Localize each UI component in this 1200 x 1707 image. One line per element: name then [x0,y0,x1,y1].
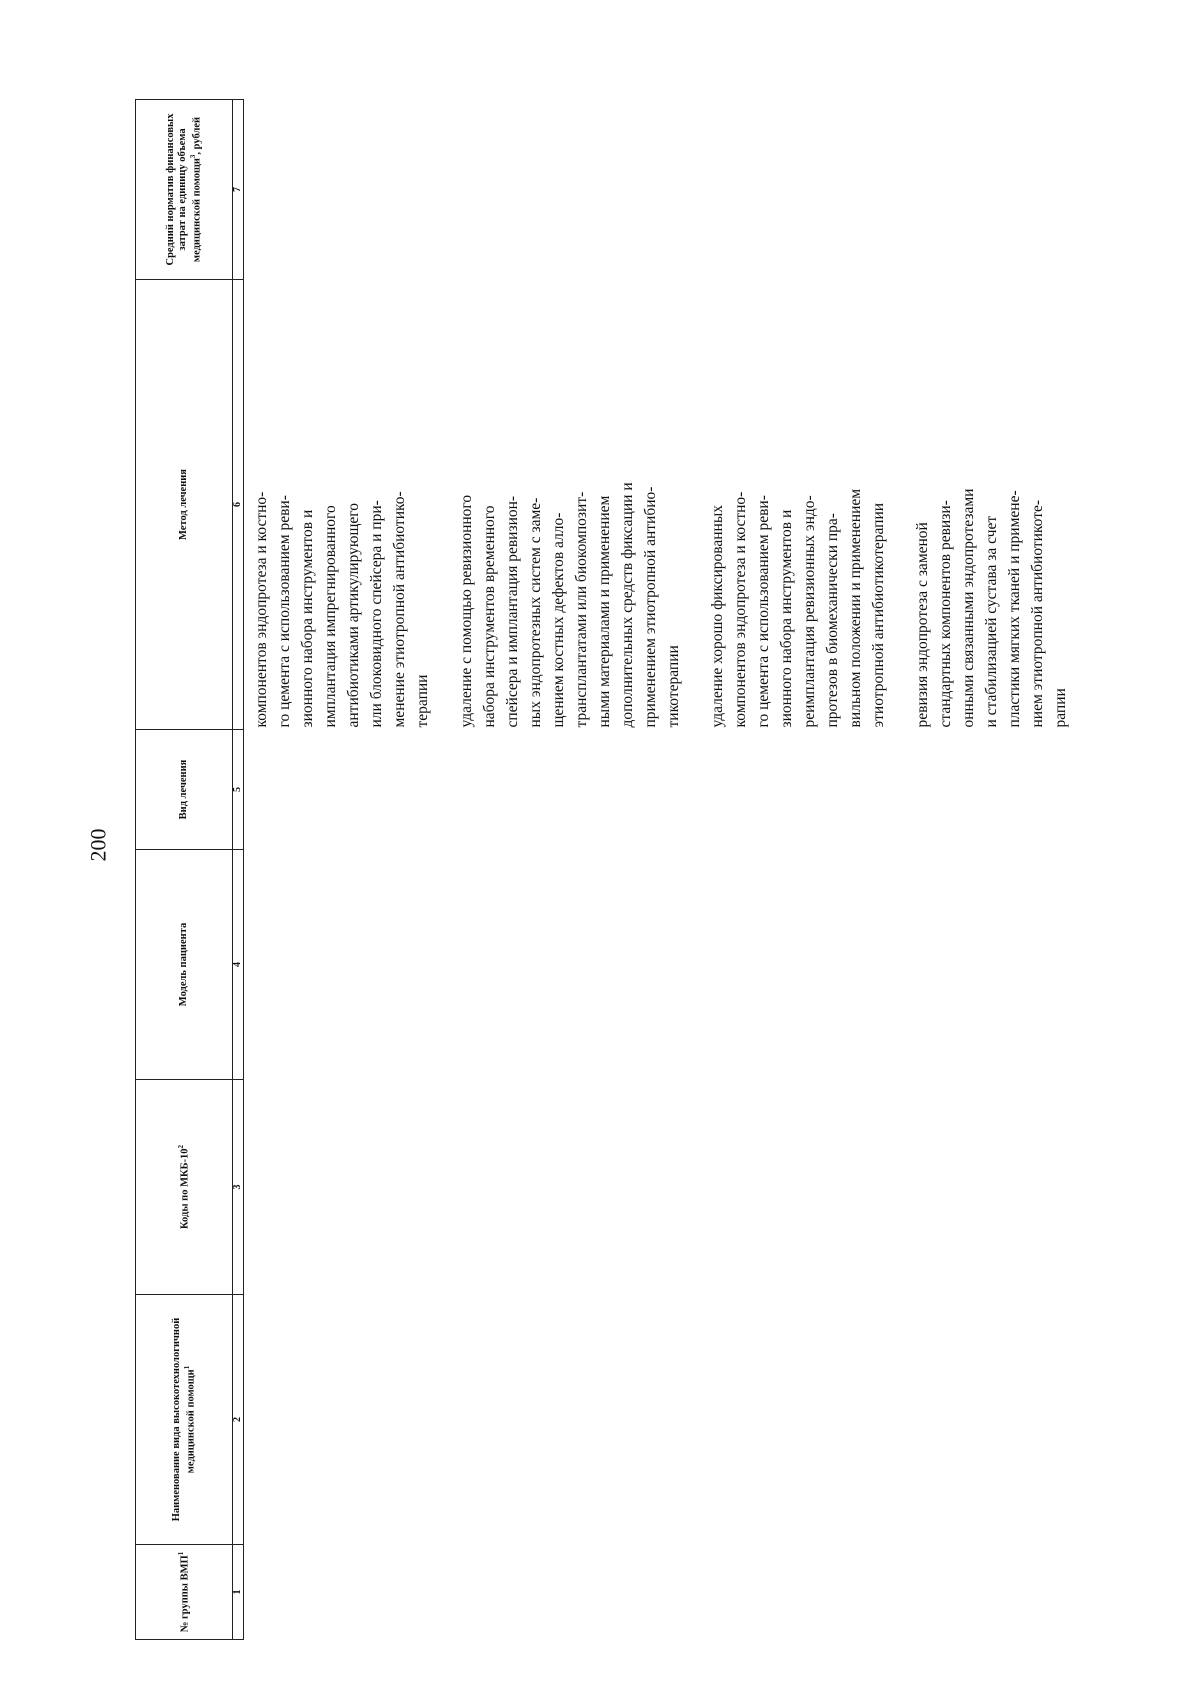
method-line: ных эндопротезных систем с заме- [527,497,544,728]
method-line: менение этиотропной антибиотико- [391,491,408,728]
column-number: 3 [233,1080,244,1295]
method-line: рапии [1052,688,1069,728]
method-line: стандартных компонентов ревизи- [937,500,954,728]
method-line: нием этиотропной антибиотикоте- [1029,499,1046,728]
column-number: 2 [233,1295,244,1545]
method-line: протезов в биомеханически пра- [824,513,841,728]
method-line: го цемента с использованием реви- [276,495,293,728]
page-number-text: 200 [85,828,110,862]
method-line: го цемента с использованием реви- [755,495,772,728]
header-group-number: № группы ВМП$^1$ [136,1545,233,1640]
method-line: этиотропной антибиотикотерапии [870,502,887,728]
rotated-table-sheet [135,100,1200,1640]
method-item [706,282,890,728]
method-item [250,282,434,728]
method-line: применением этиотропной антибио- [642,486,659,728]
cell-cost-standard [244,100,1094,280]
method-line: ными материалами и применением [596,495,613,728]
cell-patient-model [244,850,1094,1080]
method-line: трансплантатами или биокомпозит- [573,491,590,728]
method-line: набора инструментов временного [481,505,498,728]
header-care-type-name: Наименование вида высокотехнологичной медицинской помощи$^1$ [136,1295,233,1545]
cell-group-number [244,1545,1094,1640]
method-line: ревизия эндопротеза с заменой [914,522,931,728]
header-treatment-type: Вид лечения [136,730,233,850]
header-patient-model: Модель пациента [136,850,233,1080]
cell-treatment-method [244,280,1094,730]
method-line: зионного набора инструментов и [778,509,795,728]
cell-icd-codes [244,1080,1094,1295]
method-line: удаление с помощью ревизионного [458,494,475,728]
method-item [455,282,685,728]
page-number [78,800,118,890]
method-line: и стабилизацией сустава за счет [983,515,1000,728]
method-line: компонентов эндопротеза и костно- [253,491,270,728]
method-line: компонентов эндопротеза и костно- [732,491,749,728]
method-line: пластики мягких тканей и примене- [1006,490,1023,728]
method-line: дополнительных средств фиксации и [619,482,636,728]
cell-treatment-type [244,730,1094,850]
header-row [136,100,233,1640]
method-line: или блоковидного спейсера и при- [368,500,385,728]
header-cost-standard: Средний норматив финансовых затрат на единицу объема медицинской помощи$^3$, рублей [136,100,233,280]
column-number: 7 [233,100,244,280]
method-line: щением костных дефектов алло- [550,512,567,728]
cell-care-type-name [244,1295,1094,1545]
method-line: антибиотиками артикулирующего [345,502,362,728]
method-line: спейсера и имплантация ревизион- [504,495,521,728]
column-number: 4 [233,850,244,1080]
header-icd-codes: Коды по МКБ-$10^2$ [136,1080,233,1295]
method-line: имплантация импрегнированного [322,505,339,728]
method-line: реимплантация ревизионных эндо- [801,495,818,728]
method-line: удаление хорошо фиксированных [709,504,726,728]
method-line: вильном положении и применением [847,488,864,728]
column-number: 1 [233,1545,244,1640]
column-number: 6 [233,280,244,730]
method-item [911,282,1072,728]
column-number: 5 [233,730,244,850]
header-treatment-method: Метод лечения [136,280,233,730]
method-line: зионного набора инструментов и [299,509,316,728]
method-line: тикотерапии [665,645,682,728]
method-line: терапии [414,674,431,728]
column-number-row [233,100,244,1640]
table-row [244,100,1094,1640]
hmp-table [135,99,1093,1640]
method-line: онными связанными эндопротезами [960,488,977,728]
method-list [250,282,1072,728]
